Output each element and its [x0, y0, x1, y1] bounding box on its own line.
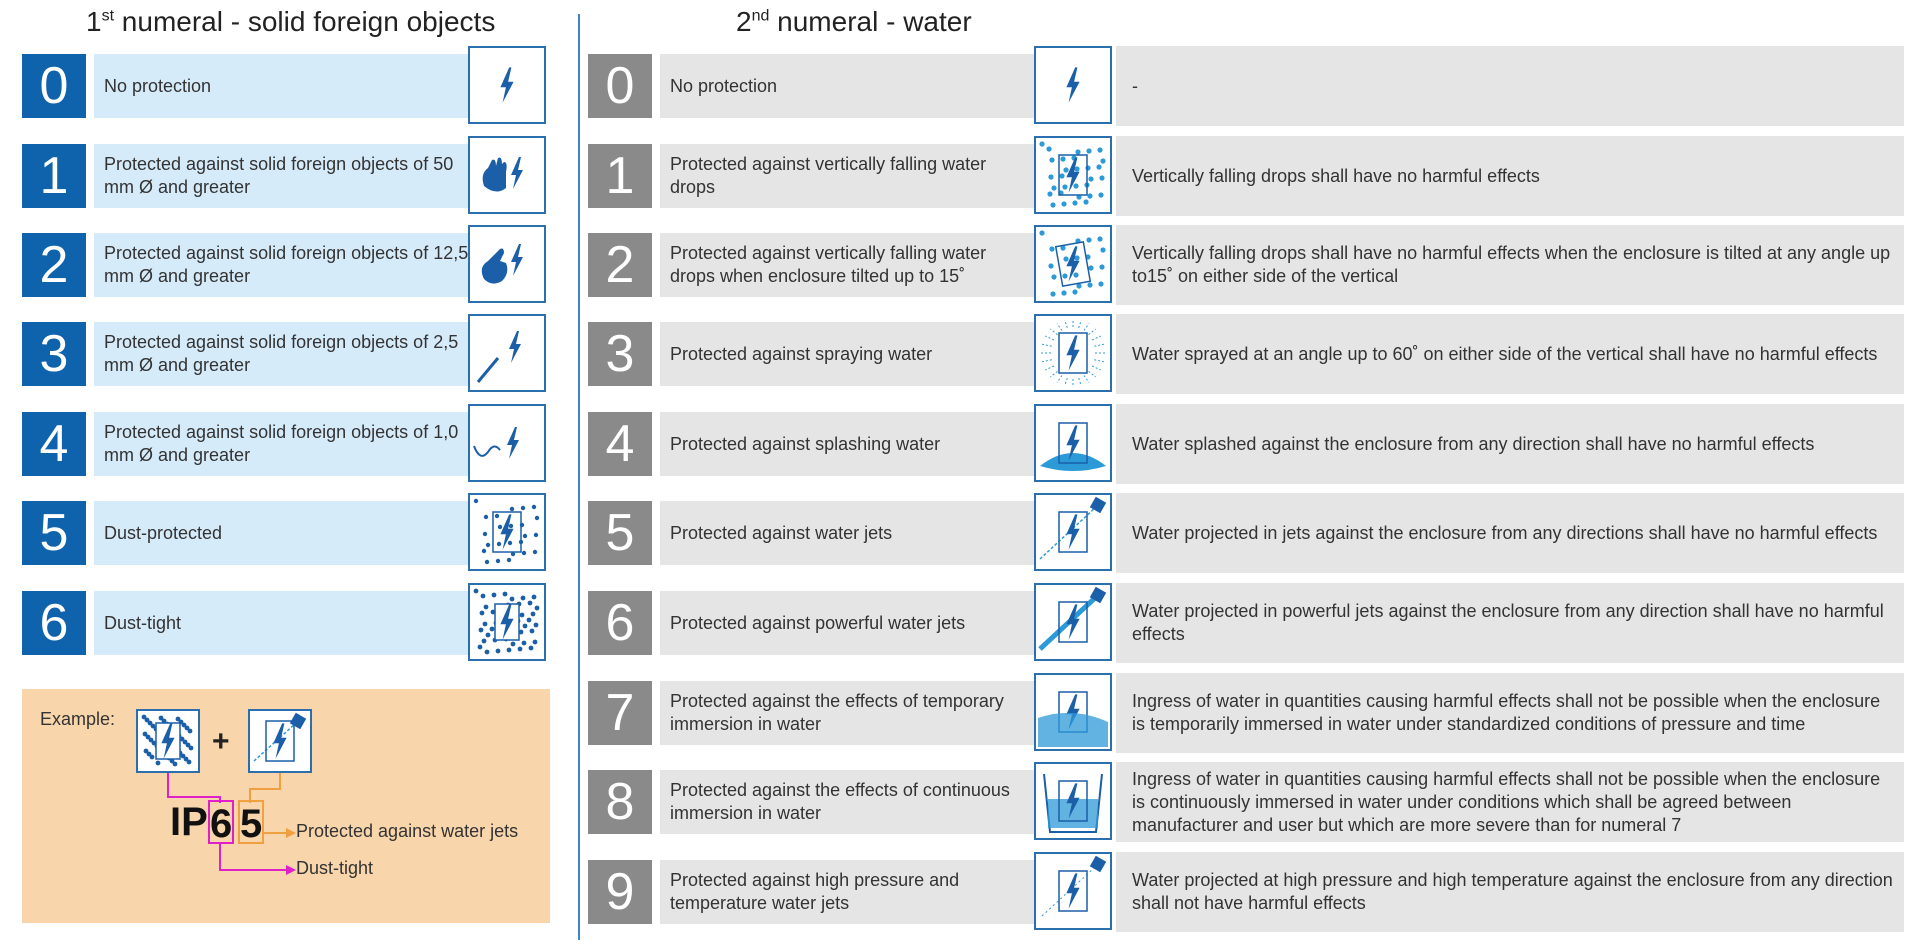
protection-text: Protected against the effects of temporary immersion in water — [660, 681, 1034, 745]
numeral-badge: 4 — [588, 412, 652, 476]
ip-digit-first: 6 — [210, 802, 233, 846]
protection-text: Protected against splashing water — [660, 412, 1034, 476]
finger-icon — [468, 225, 546, 303]
bolt-icon-glyph — [1036, 48, 1110, 122]
numeral-badge: 3 — [588, 322, 652, 386]
water-row-5 — [588, 501, 1904, 565]
ip-digit-second: 5 — [240, 802, 263, 846]
high-pressure-jet-icon — [1034, 852, 1112, 930]
wave-icon-glyph — [1036, 675, 1110, 749]
protection-text: Dust-protected — [94, 501, 492, 565]
tool-icon — [468, 314, 546, 392]
solid-row-0 — [22, 54, 552, 118]
water-row-4 — [588, 412, 1904, 476]
magenta-connector-top — [168, 773, 220, 803]
numeral-badge: 0 — [588, 54, 652, 118]
water-row-1 — [588, 144, 1904, 208]
powerful-jet-icon-glyph — [1036, 585, 1110, 659]
jet-icon-glyph — [1036, 495, 1110, 569]
wire-icon-glyph — [470, 406, 544, 480]
protection-text: Protected against spraying water — [660, 322, 1034, 386]
dust-icon — [468, 493, 546, 571]
magenta-connector-bottom — [220, 844, 286, 870]
solid-row-4 — [22, 412, 552, 476]
tilted-drops-icon — [1034, 225, 1112, 303]
dust-tight-icon — [468, 583, 546, 661]
wave-icon — [1034, 673, 1112, 751]
example-water-text: Protected against water jets — [296, 821, 519, 841]
protection-text: Protected against solid foreign objects of 12,5 mm Ø and greater — [94, 233, 492, 297]
title-ordinal: nd — [751, 7, 770, 25]
right-column-title — [736, 6, 972, 38]
solid-row-5 — [22, 501, 552, 565]
protection-description: Ingress of water in quantities causing harmful effects shall not be possible when the enclosure is continuously immersed in water under conditions which shall be agreed between manufacturer and user but which are more severe than for numeral 7 — [1116, 762, 1904, 842]
example-dust-text: Dust-tight — [296, 858, 374, 878]
protection-description: - — [1116, 46, 1904, 126]
numeral-badge: 2 — [588, 233, 652, 297]
orange-arrowhead — [286, 828, 296, 838]
water-row-2 — [588, 233, 1904, 297]
protection-text: Protected against solid foreign objects of 1,0 mm Ø and greater — [94, 412, 492, 476]
example-box — [22, 689, 550, 923]
spray-icon — [1034, 314, 1112, 392]
plus-sign: + — [212, 725, 230, 758]
numeral-badge: 1 — [22, 144, 86, 208]
powerful-jet-icon — [1034, 583, 1112, 661]
protection-text: Dust-tight — [94, 591, 492, 655]
numeral-badge: 2 — [22, 233, 86, 297]
bolt-icon-glyph — [470, 48, 544, 122]
protection-text: Protected against solid foreign objects of 2,5 mm Ø and greater — [94, 322, 492, 386]
finger-icon-glyph — [470, 227, 544, 301]
wire-icon — [468, 404, 546, 482]
numeral-badge: 5 — [22, 501, 86, 565]
title-numeral: 2 — [736, 6, 752, 37]
protection-text: Protected against powerful water jets — [660, 591, 1034, 655]
protection-text: No protection — [660, 54, 1034, 118]
water-row-7 — [588, 681, 1904, 745]
splash-icon — [1034, 404, 1112, 482]
water-row-3 — [588, 322, 1904, 386]
jet-icon — [1034, 493, 1112, 571]
protection-description: Ingress of water in quantities causing harmful effects shall not be possible when the enclosure is temporarily immersed in water under standardized conditions of pressure and time — [1116, 673, 1904, 753]
splash-icon-glyph — [1036, 406, 1110, 480]
protection-description: Vertically falling drops shall have no harmful effects — [1116, 136, 1904, 216]
numeral-badge: 3 — [22, 322, 86, 386]
water-row-9 — [588, 860, 1904, 924]
left-column-title — [86, 6, 495, 38]
numeral-badge: 6 — [588, 591, 652, 655]
dust-tight-icon-glyph — [470, 585, 544, 659]
example-connectors — [22, 689, 550, 923]
orange-connector-top — [250, 773, 280, 803]
tilted-drops-icon-glyph — [1036, 227, 1110, 301]
numeral-badge: 0 — [22, 54, 86, 118]
water-row-0 — [588, 54, 1904, 118]
immersion-icon-glyph — [1036, 764, 1110, 838]
numeral-badge: 7 — [588, 681, 652, 745]
hand-icon-glyph — [470, 138, 544, 212]
bolt-icon — [1034, 46, 1112, 124]
protection-text: Protected against water jets — [660, 501, 1034, 565]
numeral-badge: 4 — [22, 412, 86, 476]
numeral-badge: 9 — [588, 860, 652, 924]
numeral-badge: 1 — [588, 144, 652, 208]
protection-description: Vertically falling drops shall have no harmful effects when the enclosure is tilted at any angle up to15˚ on either side of the vertical — [1116, 225, 1904, 305]
high-pressure-jet-icon-glyph — [1036, 854, 1110, 928]
solid-row-1 — [22, 144, 552, 208]
column-divider — [578, 14, 580, 940]
numeral-badge: 6 — [22, 591, 86, 655]
protection-text: Protected against high pressure and temperature water jets — [660, 860, 1034, 924]
title-text: numeral - solid foreign objects — [114, 6, 496, 37]
title-text: numeral - water — [769, 6, 972, 37]
solid-row-3 — [22, 322, 552, 386]
drops-icon — [1034, 136, 1112, 214]
protection-text: Protected against vertically falling water drops when enclosure tilted up to 15˚ — [660, 233, 1034, 297]
water-row-8 — [588, 770, 1904, 834]
protection-text: Protected against vertically falling water drops — [660, 144, 1034, 208]
magenta-arrowhead — [286, 865, 296, 875]
spray-icon-glyph — [1036, 316, 1110, 390]
immersion-icon — [1034, 762, 1112, 840]
protection-text: No protection — [94, 54, 492, 118]
numeral-badge: 8 — [588, 770, 652, 834]
example-label: Example: — [40, 709, 116, 729]
water-row-6 — [588, 591, 1904, 655]
protection-description: Water projected at high pressure and high temperature against the enclosure from any direction shall not have harmful effects — [1116, 852, 1904, 932]
title-numeral: 1 — [86, 6, 102, 37]
protection-description: Water projected in powerful jets against the enclosure from any direction shall have no harmful effects — [1116, 583, 1904, 663]
numeral-badge: 5 — [588, 501, 652, 565]
protection-description: Water sprayed at an angle up to 60˚ on either side of the vertical shall have no harmful effects — [1116, 314, 1904, 394]
protection-description: Water projected in jets against the enclosure from any directions shall have no harmful effects — [1116, 493, 1904, 573]
protection-text: Protected against solid foreign objects of 50 mm Ø and greater — [94, 144, 492, 208]
protection-text: Protected against the effects of continuous immersion in water — [660, 770, 1034, 834]
solid-row-6 — [22, 591, 552, 655]
title-ordinal: st — [101, 7, 115, 25]
hand-icon — [468, 136, 546, 214]
dust-icon-glyph — [470, 495, 544, 569]
bolt-icon — [468, 46, 546, 124]
ip-code-prefix: IP — [170, 800, 208, 844]
solid-row-2 — [22, 233, 552, 297]
tool-icon-glyph — [470, 316, 544, 390]
drops-icon-glyph — [1036, 138, 1110, 212]
protection-description: Water splashed against the enclosure from any direction shall have no harmful effects — [1116, 404, 1904, 484]
